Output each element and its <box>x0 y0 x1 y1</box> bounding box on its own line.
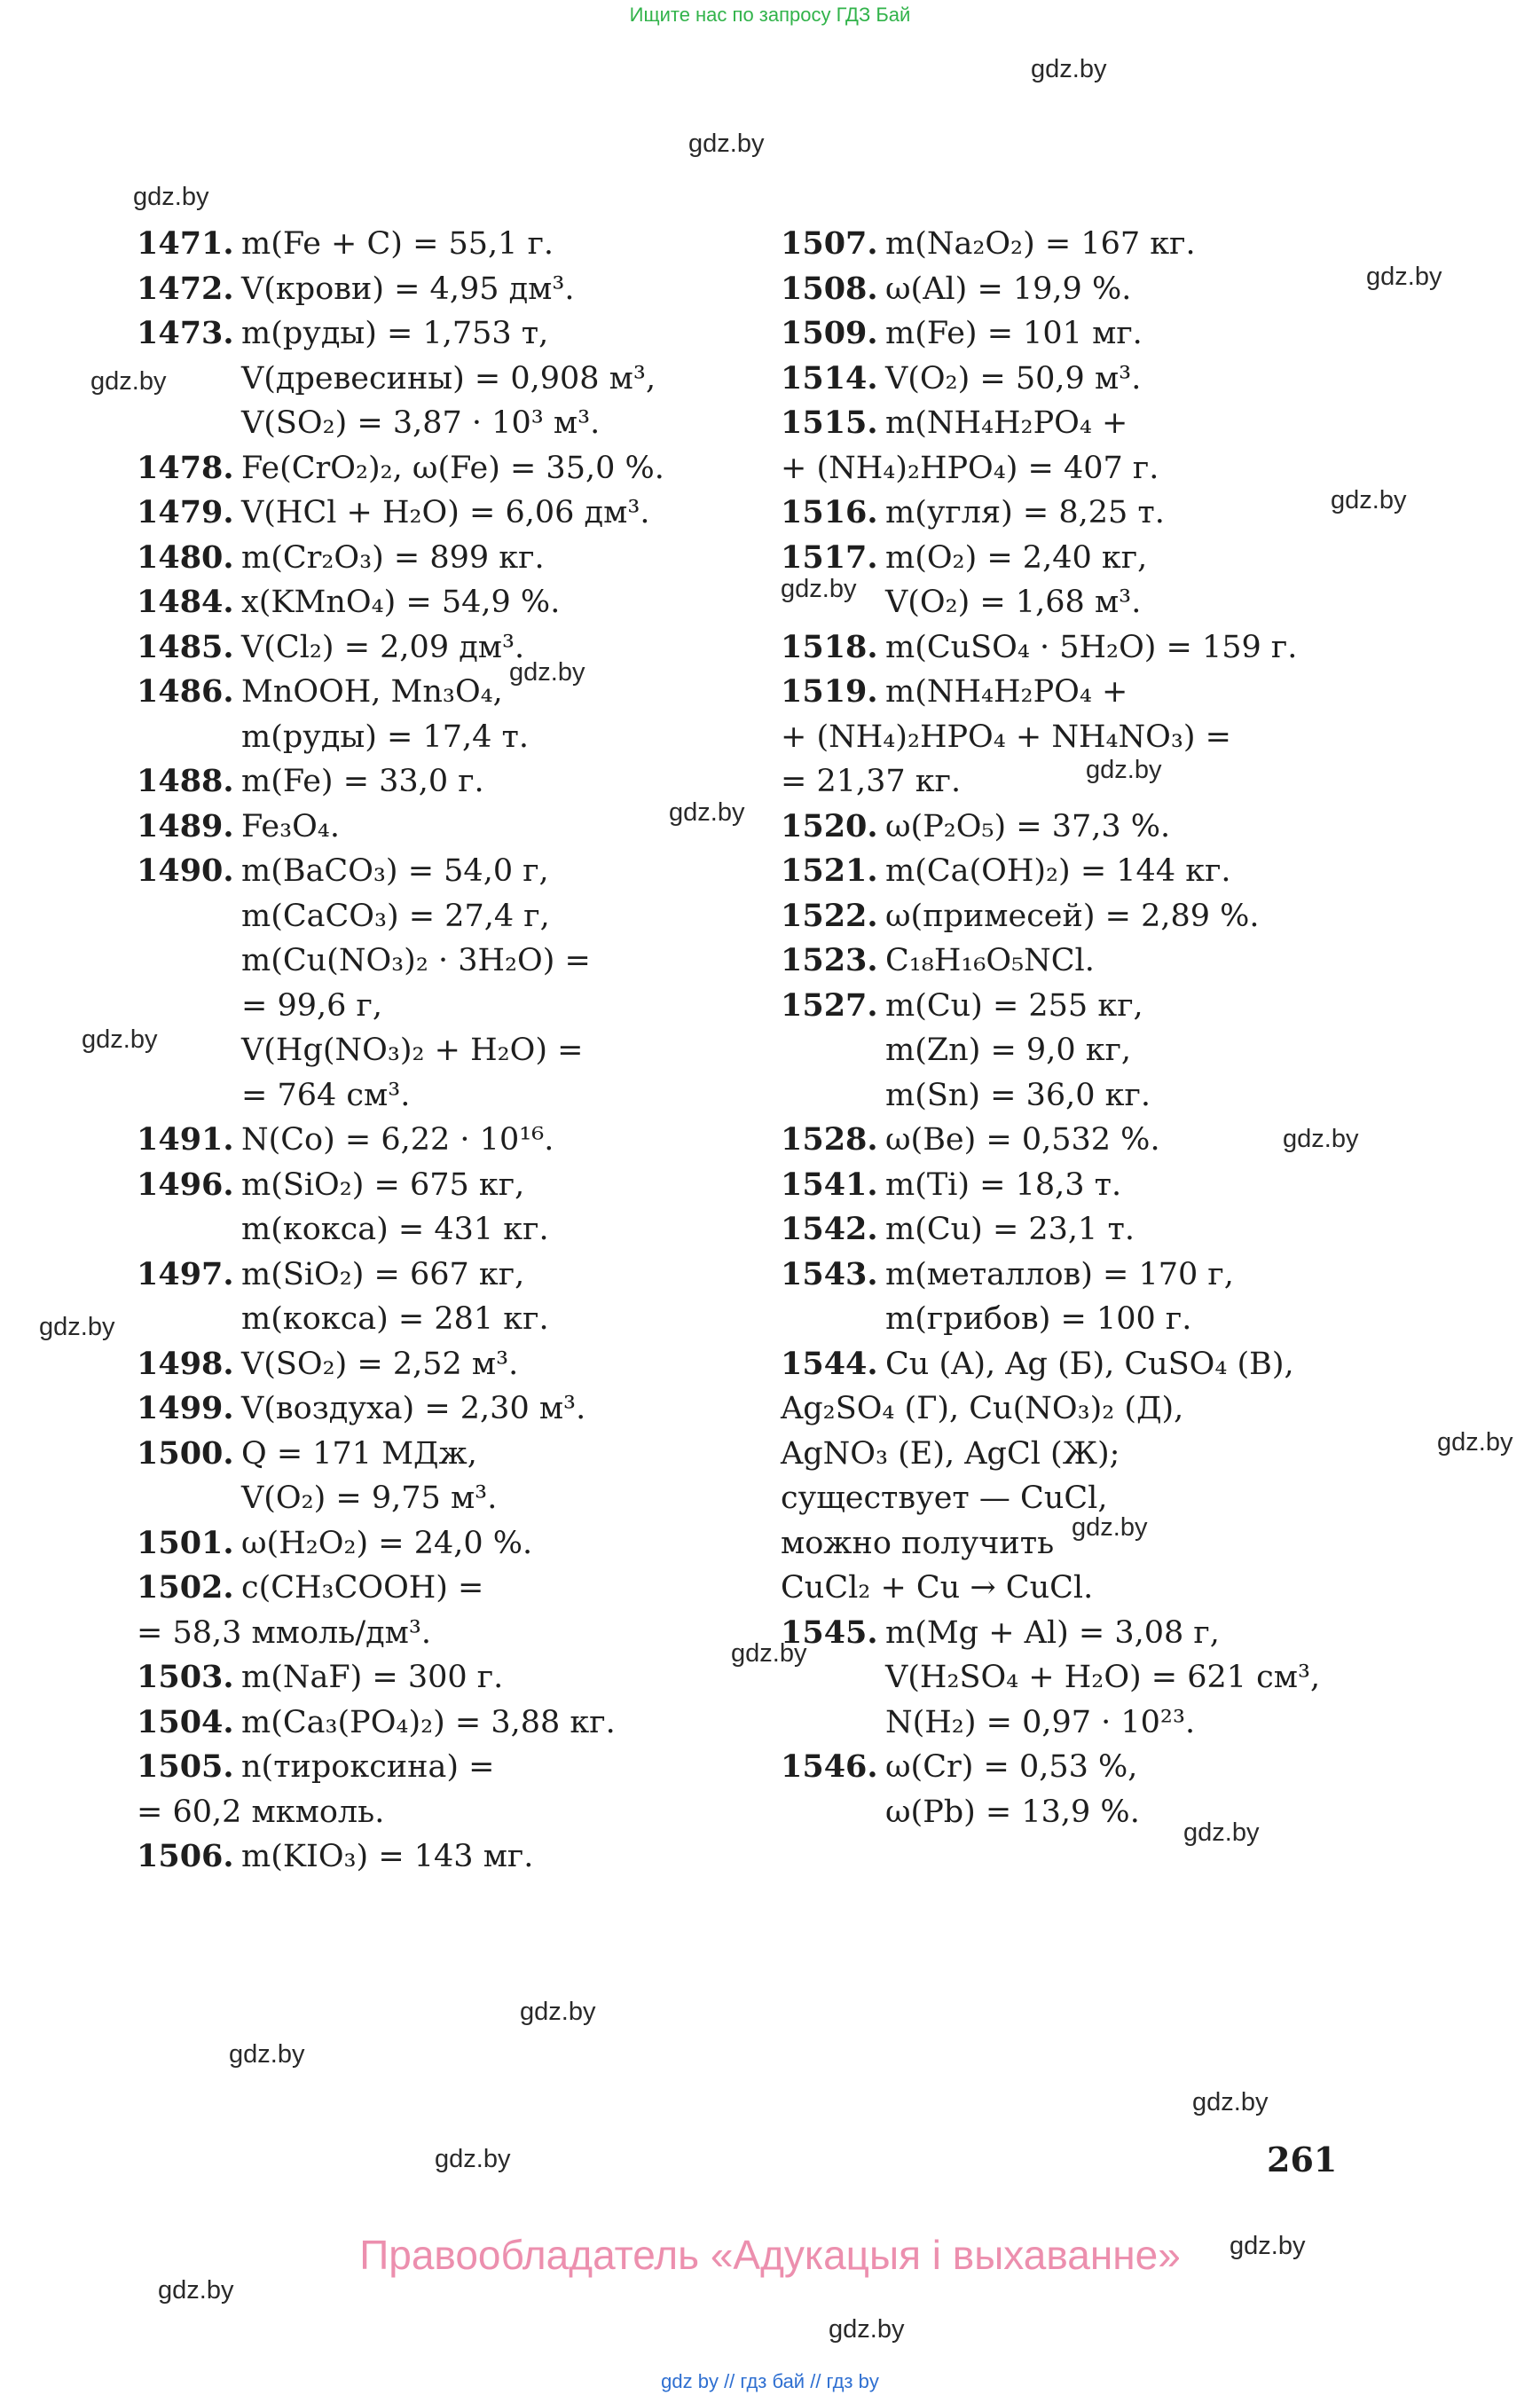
answer-continuation <box>137 715 740 760</box>
answer-entry <box>781 625 1402 671</box>
problem-number: 1480. <box>137 538 234 576</box>
answers-left-column <box>137 222 740 1880</box>
answer-entry <box>781 1611 1402 1656</box>
answer-continuation <box>781 1700 1402 1746</box>
answer-text: V(O₂) = 9,75 м³. <box>241 1480 498 1516</box>
answer-entry <box>781 1745 1402 1790</box>
watermark: gdz.by <box>1230 2232 1306 2260</box>
answer-text: m(Ca₃(PO₄)₂) = 3,88 кг. <box>241 1704 616 1740</box>
answer-text: m(NH₄H₂PO₄ + <box>885 674 1128 710</box>
answer-text: V(H₂SO₄ + H₂O) = 621 см³, <box>885 1660 1321 1695</box>
answer-continuation <box>137 1297 740 1342</box>
answer-text: V(древесины) = 0,908 м³, <box>241 360 656 397</box>
watermark: gdz.by <box>1031 55 1107 83</box>
answer-text: m(Ca(OH)₂) = 144 кг. <box>885 853 1231 889</box>
answer-entry <box>137 625 740 671</box>
answer-text: m(кокса) = 281 кг. <box>241 1301 549 1337</box>
answer-continuation <box>137 984 740 1029</box>
answer-text: m(Cu) = 255 кг, <box>885 987 1143 1024</box>
answer-continuation <box>781 715 1402 760</box>
answer-entry <box>137 1163 740 1208</box>
top-banner[interactable]: Ищите нас по запросу ГДЗ Бай <box>629 4 911 26</box>
problem-number: 1546. <box>781 1748 878 1785</box>
answer-entry <box>137 1655 740 1700</box>
problem-number: 1488. <box>137 763 234 799</box>
answer-text: m(Fe) = 33,0 г. <box>241 764 484 799</box>
answer-text: m(NH₄H₂PO₄ + <box>885 405 1128 441</box>
problem-number: 1516. <box>781 494 878 530</box>
answer-continuation <box>781 1297 1402 1342</box>
answer-text: N(H₂) = 0,97 · 10²³. <box>885 1704 1196 1740</box>
answer-text: Fe(CrO₂)₂, ω(Fe) = 35,0 %. <box>241 450 664 486</box>
answer-entry <box>781 894 1402 939</box>
answer-text: ω(Be) = 0,532 %. <box>885 1122 1160 1158</box>
problem-number: 1502. <box>137 1569 234 1606</box>
answer-entry <box>781 984 1402 1029</box>
problem-number: 1500. <box>137 1434 234 1472</box>
answer-entry <box>781 1207 1402 1253</box>
problem-number: 1507. <box>781 225 878 262</box>
problem-number: 1515. <box>781 404 878 441</box>
answer-text: AgNO₃ (Е), AgCl (Ж); <box>781 1435 1120 1472</box>
problem-number: 1484. <box>137 584 234 620</box>
problem-number: 1478. <box>137 449 234 486</box>
answer-entry <box>137 446 740 491</box>
problem-number: 1505. <box>137 1748 234 1785</box>
answer-continuation <box>137 357 740 402</box>
answer-text: V(Cl₂) = 2,09 дм³. <box>241 629 525 665</box>
problem-number: 1518. <box>781 628 878 665</box>
watermark: gdz.by <box>509 658 585 687</box>
answer-entry <box>137 1432 740 1477</box>
watermark: gdz.by <box>1437 1428 1513 1457</box>
watermark: gdz.by <box>1086 756 1162 784</box>
problem-number: 1504. <box>137 1703 234 1740</box>
answers-right-column <box>781 222 1402 1834</box>
answer-continuation <box>781 1566 1402 1611</box>
answer-text: c(CH₃COOH) = <box>241 1570 484 1606</box>
answer-continuation <box>781 1790 1402 1835</box>
answer-text: m(Sn) = 36,0 кг. <box>885 1077 1151 1113</box>
answer-text: m(металлов) = 170 г, <box>885 1256 1234 1292</box>
answer-text: m(Mg + Al) = 3,08 г, <box>885 1614 1220 1651</box>
problem-number: 1496. <box>137 1166 234 1203</box>
problem-number: 1522. <box>781 897 878 934</box>
answer-entry <box>137 1745 740 1790</box>
watermark: gdz.by <box>1331 486 1407 514</box>
problem-number: 1542. <box>781 1211 878 1247</box>
problem-number: 1508. <box>781 270 878 307</box>
answer-entry <box>137 267 740 312</box>
answer-text: + (NH₄)₂HPO₄) = 407 г. <box>781 450 1159 486</box>
answer-entry <box>781 267 1402 312</box>
answer-text: m(Fe) = 101 мг. <box>885 316 1143 351</box>
answer-text: V(SO₂) = 2,52 м³. <box>241 1346 519 1382</box>
answer-entry <box>781 357 1402 402</box>
answer-text: m(SiO₂) = 667 кг, <box>241 1256 525 1292</box>
answer-entry <box>781 222 1402 267</box>
problem-number: 1509. <box>781 315 878 351</box>
problem-number: 1520. <box>781 807 878 844</box>
answer-continuation <box>137 1611 740 1656</box>
watermark: gdz.by <box>731 1639 807 1668</box>
watermark: gdz.by <box>1192 2088 1269 2116</box>
rights-holder-notice: Правообладатель «Адукацыя і выхаванне» <box>359 2232 1181 2278</box>
watermark: gdz.by <box>229 2040 305 2069</box>
answer-text: m(BaCO₃) = 54,0 г, <box>241 853 549 889</box>
answer-continuation <box>137 1207 740 1253</box>
answer-entry <box>137 1834 740 1880</box>
watermark: gdz.by <box>1183 1818 1260 1847</box>
problem-number: 1497. <box>137 1255 234 1292</box>
answer-text: ω(Pb) = 13,9 %. <box>885 1794 1140 1830</box>
answer-text: C₁₈H₁₆O₅NCl. <box>885 943 1095 978</box>
answer-text: m(Cu(NO₃)₂ · 3H₂O) = <box>241 943 591 978</box>
watermark: gdz.by <box>39 1313 115 1341</box>
answer-continuation <box>781 1073 1402 1119</box>
problem-number: 1498. <box>137 1345 234 1382</box>
answer-entry <box>781 1342 1402 1387</box>
answer-text: Q = 171 МДж, <box>241 1435 477 1472</box>
answer-text: m(Cr₂O₃) = 899 кг. <box>241 539 545 576</box>
answer-entry <box>137 1253 740 1298</box>
answer-entry <box>781 1163 1402 1208</box>
answer-text: m(грибов) = 100 г. <box>885 1301 1192 1337</box>
problem-number: 1472. <box>137 270 234 307</box>
answer-continuation <box>781 1028 1402 1073</box>
problem-number: 1503. <box>137 1659 234 1695</box>
watermark: gdz.by <box>435 2145 511 2173</box>
answer-continuation <box>781 1655 1402 1700</box>
answer-text: ω(H₂O₂) = 24,0 %. <box>241 1525 533 1561</box>
answer-text: m(SiO₂) = 675 кг, <box>241 1166 525 1203</box>
answer-continuation <box>137 1790 740 1835</box>
answer-entry <box>781 536 1402 581</box>
answer-text: = 21,37 кг. <box>781 764 962 799</box>
watermark: gdz.by <box>669 798 745 827</box>
answer-text: = 99,6 г, <box>241 987 382 1024</box>
answer-continuation <box>137 1073 740 1119</box>
answer-entry <box>781 938 1402 984</box>
answer-text: m(Zn) = 9,0 кг, <box>885 1033 1132 1068</box>
answer-text: m(NaF) = 300 г. <box>241 1660 504 1695</box>
problem-number: 1527. <box>781 986 878 1024</box>
problem-number: 1486. <box>137 673 234 710</box>
answer-continuation <box>137 1476 740 1521</box>
answer-entry <box>137 805 740 850</box>
answer-text: можно получить <box>781 1525 1055 1561</box>
answer-continuation <box>781 580 1402 625</box>
answer-text: m(угля) = 8,25 т. <box>885 495 1165 530</box>
answer-text: m(O₂) = 2,40 кг, <box>885 539 1148 576</box>
answer-continuation <box>137 401 740 446</box>
answer-entry <box>137 1566 740 1611</box>
answer-text: m(Cu) = 23,1 т. <box>885 1212 1135 1247</box>
answer-text: V(SO₂) = 3,87 · 10³ м³. <box>241 405 601 441</box>
watermark: gdz.by <box>520 1998 596 2026</box>
answer-entry <box>137 1342 740 1387</box>
answer-text: ω(примесей) = 2,89 %. <box>885 898 1260 934</box>
answer-entry <box>137 1700 740 1746</box>
answer-text: m(кокса) = 431 кг. <box>241 1212 549 1247</box>
problem-number: 1479. <box>137 494 234 530</box>
answer-text: V(O₂) = 50,9 м³. <box>885 360 1142 397</box>
problem-number: 1519. <box>781 673 878 710</box>
answer-entry <box>781 311 1402 357</box>
watermark: gdz.by <box>133 183 209 211</box>
answer-entry <box>781 491 1402 536</box>
answer-entry <box>781 670 1402 715</box>
bottom-links[interactable]: gdz by // гдз бай // гдз by <box>661 2370 879 2392</box>
answer-text: Fe₃O₄. <box>241 808 340 844</box>
answer-entry <box>137 580 740 625</box>
answer-text: m(Na₂O₂) = 167 кг. <box>885 226 1196 262</box>
answer-entry <box>137 536 740 581</box>
answer-text: CuCl₂ + Cu → CuCl. <box>781 1570 1094 1606</box>
answer-entry <box>137 491 740 536</box>
answer-text: + (NH₄)₂HPO₄ + NH₄NO₃) = <box>781 719 1231 755</box>
problem-number: 1491. <box>137 1121 234 1158</box>
answer-text: V(крови) = 4,95 дм³. <box>241 271 575 307</box>
watermark: gdz.by <box>1283 1125 1359 1153</box>
answer-text: N(Co) = 6,22 · 10¹⁶. <box>241 1122 554 1158</box>
problem-number: 1523. <box>781 942 878 978</box>
answer-text: = 58,3 ммоль/дм³. <box>137 1614 432 1651</box>
answer-entry <box>781 401 1402 446</box>
problem-number: 1514. <box>781 359 878 397</box>
watermark: gdz.by <box>688 130 765 158</box>
watermark: gdz.by <box>781 575 857 603</box>
answer-text: Cu (A), Ag (Б), CuSO₄ (В), <box>885 1346 1294 1382</box>
answer-continuation <box>137 938 740 984</box>
answer-entry <box>137 1118 740 1163</box>
problem-number: 1499. <box>137 1390 234 1426</box>
answer-text: = 60,2 мкмоль. <box>137 1794 385 1830</box>
answer-text: m(CaCO₃) = 27,4 г, <box>241 898 550 934</box>
answer-text: m(руды) = 17,4 т. <box>241 719 530 755</box>
answer-text: m(руды) = 1,753 т, <box>241 316 549 351</box>
answer-entry <box>137 759 740 805</box>
answer-text: = 764 см³. <box>241 1077 411 1113</box>
answer-entry <box>137 311 740 357</box>
answer-continuation <box>781 1432 1402 1477</box>
answer-text: m(Ti) = 18,3 т. <box>885 1166 1122 1203</box>
answer-text: m(CuSO₄ · 5H₂O) = 159 г. <box>885 629 1298 665</box>
answer-entry <box>137 1521 740 1567</box>
answer-text: x(KMnO₄) = 54,9 %. <box>241 585 561 620</box>
answer-text: ω(Al) = 19,9 %. <box>885 271 1132 307</box>
answer-text: V(O₂) = 1,68 м³. <box>885 585 1142 620</box>
problem-number: 1473. <box>137 315 234 351</box>
problem-number: 1544. <box>781 1345 878 1382</box>
page-number: 261 <box>1267 2140 1338 2179</box>
answer-text: V(воздуха) = 2,30 м³. <box>241 1391 586 1426</box>
watermark: gdz.by <box>1072 1513 1148 1542</box>
problem-number: 1490. <box>137 852 234 889</box>
answer-entry <box>137 1386 740 1432</box>
answer-text: MnOOH, Mn₃O₄, <box>241 674 503 710</box>
answer-text: m(Fe + C) = 55,1 г. <box>241 226 554 262</box>
watermark: gdz.by <box>829 2315 905 2344</box>
problem-number: 1485. <box>137 628 234 665</box>
watermark: gdz.by <box>158 2276 234 2305</box>
answer-text: ω(P₂O₅) = 37,3 %. <box>885 808 1171 844</box>
problem-number: 1528. <box>781 1121 878 1158</box>
problem-number: 1541. <box>781 1166 878 1203</box>
problem-number: 1521. <box>781 852 878 889</box>
answer-entry <box>781 805 1402 850</box>
answer-continuation <box>781 1386 1402 1432</box>
watermark: gdz.by <box>90 367 167 396</box>
answer-continuation <box>137 1028 740 1073</box>
answer-continuation <box>781 446 1402 491</box>
answer-entry <box>137 849 740 894</box>
answer-entry <box>781 849 1402 894</box>
answer-text: Ag₂SO₄ (Г), Cu(NO₃)₂ (Д), <box>781 1391 1184 1426</box>
answer-text: V(HCl + H₂O) = 6,06 дм³. <box>241 495 650 530</box>
problem-number: 1471. <box>137 225 234 262</box>
answer-text: существует — CuCl, <box>781 1480 1108 1516</box>
problem-number: 1506. <box>137 1838 234 1874</box>
problem-number: 1543. <box>781 1255 878 1292</box>
problem-number: 1545. <box>781 1614 878 1651</box>
answer-continuation <box>137 894 740 939</box>
problem-number: 1489. <box>137 807 234 844</box>
answer-entry <box>781 1253 1402 1298</box>
watermark: gdz.by <box>82 1025 158 1054</box>
problem-number: 1517. <box>781 538 878 576</box>
answer-text: n(тироксина) = <box>241 1749 495 1785</box>
answer-entry <box>137 670 740 715</box>
watermark: gdz.by <box>1366 263 1442 291</box>
answer-text: m(KIO₃) = 143 мг. <box>241 1839 534 1874</box>
answer-entry <box>137 222 740 267</box>
answer-text: ω(Cr) = 0,53 %, <box>885 1749 1138 1785</box>
problem-number: 1501. <box>137 1524 234 1561</box>
answer-text: V(Hg(NO₃)₂ + H₂O) = <box>241 1033 584 1068</box>
